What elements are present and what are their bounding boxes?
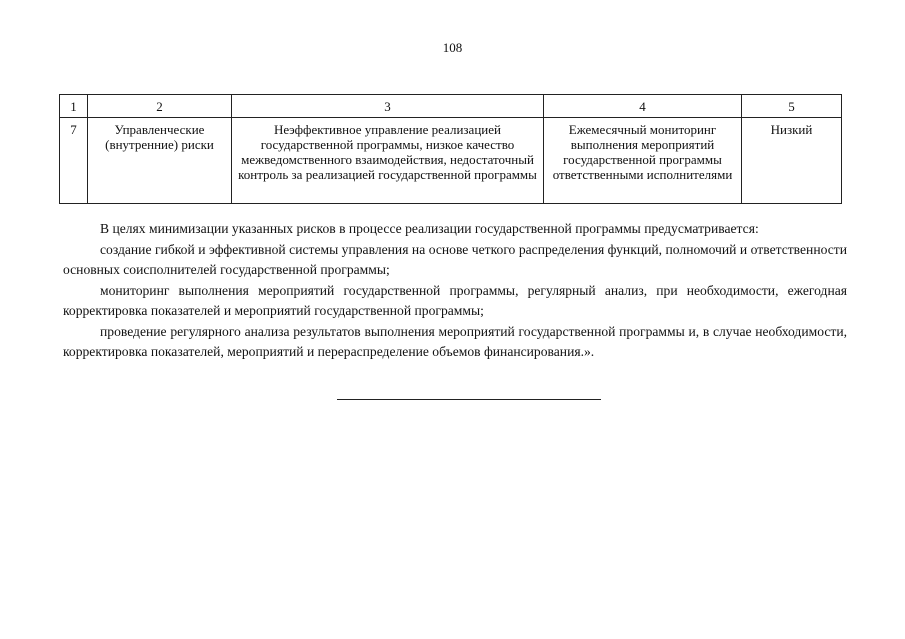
risk-type-cell: Управленческие (внутренние) риски <box>88 118 232 204</box>
table-row <box>60 118 842 204</box>
mitigation-measure-cell: Ежемесячный мониторинг выполнения мероприятий государственной программы ответственными исполнителями <box>544 118 742 204</box>
table-header-cell-1: 1 <box>60 95 88 118</box>
risk-table <box>59 94 842 204</box>
table-header-cell-2: 2 <box>88 95 232 118</box>
table-header-row <box>60 95 842 118</box>
row-number-cell: 7 <box>60 118 88 204</box>
page-number: 108 <box>442 40 463 55</box>
risk-level-cell: Низкий <box>742 118 842 204</box>
paragraph-monitoring: мониторинг выполнения мероприятий государственной программы, регулярный анализ, при необходимости, ежегодная корректировка показателей и мероприятий государственной программы; <box>63 282 847 318</box>
paragraph-analysis: проведение регулярного анализа результатов выполнения мероприятий государственной программы и, в случае необходимости, корректировка показателей, мероприятий и перераспределение объемов финансирования.». <box>63 323 847 359</box>
risk-description-cell: Неэффективное управление реализацией государственной программы, низкое качество межведомственного взаимодействия, недостаточный контроль за реализацией государственной программы <box>232 118 544 204</box>
body-text <box>63 219 847 363</box>
table-header-cell-4: 4 <box>544 95 742 118</box>
table-header-cell-3: 3 <box>232 95 544 118</box>
table-header-cell-5: 5 <box>742 95 842 118</box>
closing-divider <box>337 399 601 400</box>
paragraph-management-system: создание гибкой и эффективной системы управления на основе четкого распределения функций, полномочий и ответственности основных соисполнителей государственной программы; <box>63 241 847 277</box>
paragraph-intro: В целях минимизации указанных рисков в процессе реализации государственной программы предусматривается: <box>100 221 759 236</box>
